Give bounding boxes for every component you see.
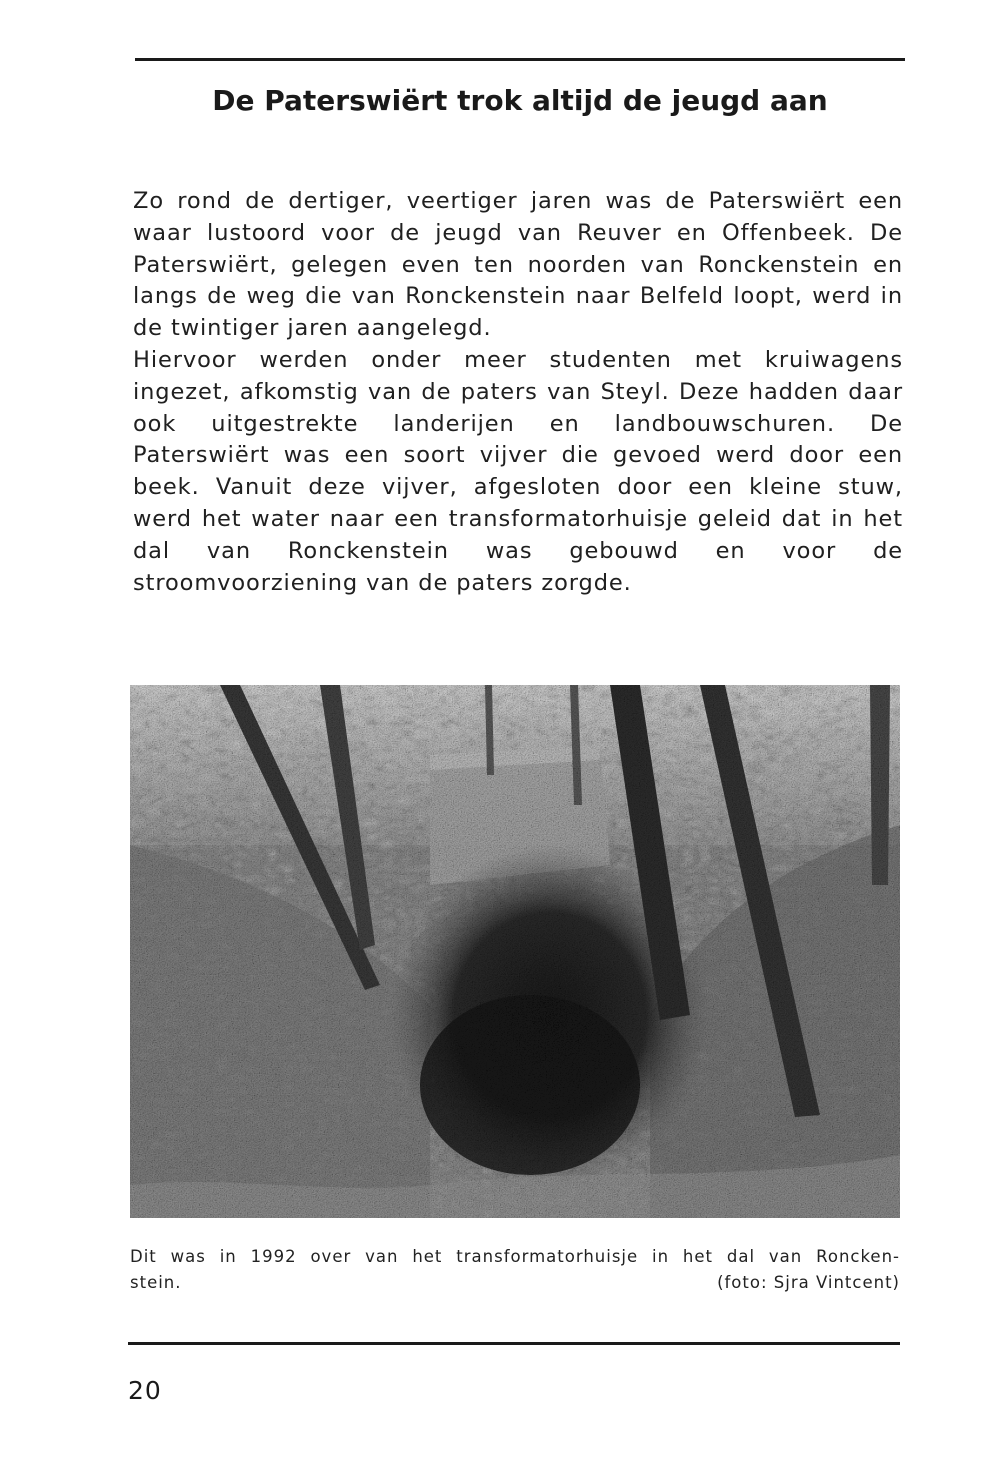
photo-caption	[130, 1244, 900, 1296]
caption-line-2	[130, 1270, 900, 1296]
paragraph: Hiervoor werden onder meer studenten met kruiwagens ingezet, afkomstig van de paters van Steyl. Deze hadden daar ook uitgestrekte landerijen en landbouwschuren. De Paterswiërt was een soort vijver die gevoed werd door een beek. Vanuit deze vijver, afgesloten door een kleine stuw, werd het water naar een transformatorhuisje geleid dat in het dal van Ronckenstein was gebouwd en voor de stroomvoorziening van de paters zorgde.	[133, 346, 903, 596]
paragraph: Zo rond de dertiger, veertiger jaren was de Paterswiërt een waar lustoord voor de jeugd van Reuver en Offenbeek. De Paterswiërt, gelegen even ten noorden van Ronckenstein en langs de weg die van Ronckenstein naar Belfeld loopt, werd in de twintiger jaren aangelegd.	[133, 188, 903, 342]
caption-line: Dit was in 1992 over van het transformatorhuisje in het dal van Roncken-	[130, 1247, 900, 1266]
article-title: De Paterswiërt trok altijd de jeugd aan	[212, 84, 828, 117]
page-number: 20	[128, 1376, 162, 1405]
top-rule	[135, 58, 905, 61]
caption-continuation: stein.	[130, 1273, 182, 1292]
article-body	[133, 186, 903, 599]
bottom-rule	[128, 1342, 900, 1345]
photo-credit: (foto: Sjra Vintcent)	[717, 1273, 900, 1292]
forest-photo	[130, 685, 900, 1218]
